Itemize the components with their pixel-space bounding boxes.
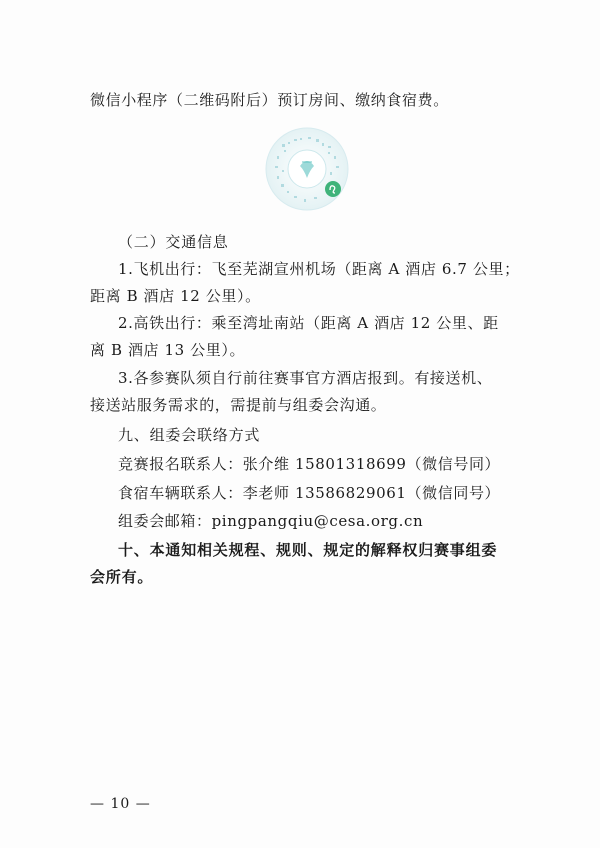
transport-heading: （二）交通信息 (118, 233, 229, 251)
mini-program-qr-code (264, 126, 350, 212)
transport-item3-line1: 3.各参赛队须自行前往赛事官方酒店报到。有接送机、 (118, 369, 493, 387)
transport-item2-line1: 2.高铁出行：乘至湾址南站（距离 A 酒店 12 公里、距 (118, 314, 499, 332)
contact-lodging-line: 食宿车辆联系人：李老师 13586829061（微信同号） (118, 484, 501, 502)
transport-item1-line2: 距离 B 酒店 12 公里）。 (90, 287, 261, 305)
contact-email-line: 组委会邮箱：pingpangqiu@cesa.org.cn (118, 512, 424, 530)
transport-item2-line2: 离 B 酒店 13 公里）。 (90, 341, 246, 359)
contact-registration-line: 竞赛报名联系人：张介维 15801318699（微信号同） (118, 455, 501, 473)
mini-program-badge-icon (325, 181, 341, 197)
intro-line: 微信小程序（二维码附后）预订房间、缴纳食宿费。 (90, 91, 449, 109)
transport-item1-line1: 1.飞机出行：飞至芜湖宣州机场（距离 A 酒店 6.7 公里； (118, 260, 520, 278)
page-number: — 10 — (90, 796, 151, 812)
section10-line2: 会所有。 (90, 568, 154, 586)
transport-item3-line2: 接送站服务需求的，需提前与组委会沟通。 (90, 396, 387, 414)
section10-line1: 十、本通知相关规程、规则、规定的解释权归赛事组委 (118, 541, 498, 559)
contact-heading: 九、组委会联络方式 (118, 426, 261, 444)
